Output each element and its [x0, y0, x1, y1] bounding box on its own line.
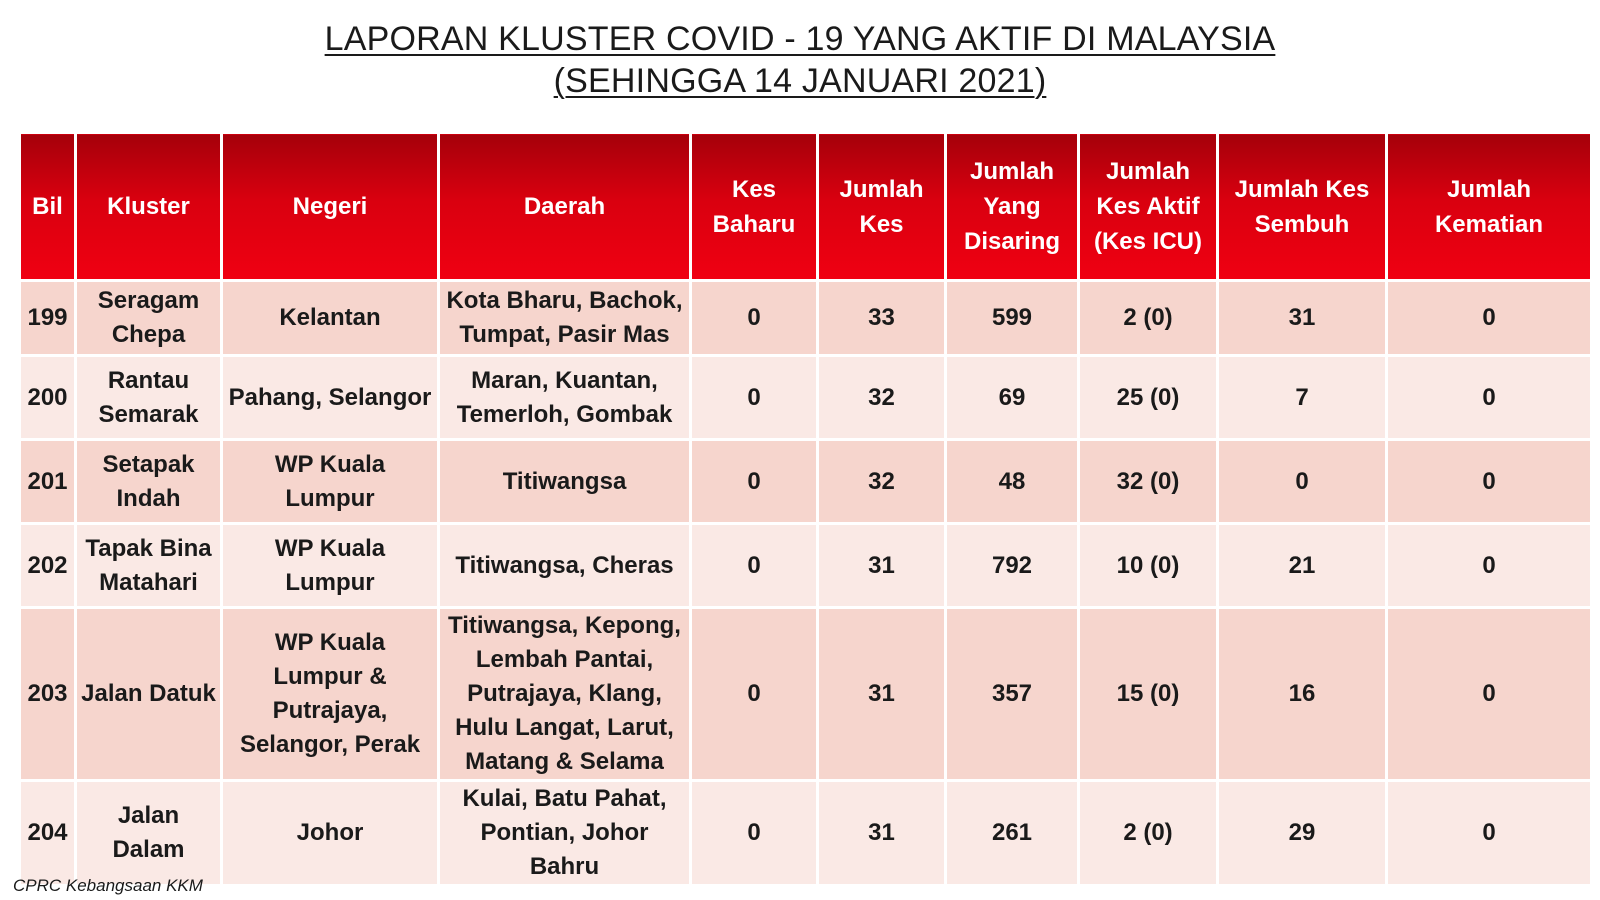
cell-kluster: Rantau Semarak — [76, 356, 222, 440]
title-line-2: (SEHINGGA 14 JANUARI 2021) — [553, 62, 1047, 100]
cell-kematian: 0 — [1387, 281, 1592, 356]
cell-kes-baharu: 0 — [691, 440, 818, 524]
cell-sembuh: 0 — [1218, 440, 1387, 524]
cell-kematian: 0 — [1387, 356, 1592, 440]
title-line-1: LAPORAN KLUSTER COVID - 19 YANG AKTIF DI MALAYSIA — [324, 20, 1276, 58]
cell-aktif: 25 (0) — [1079, 356, 1218, 440]
header-bil: Bil — [20, 133, 76, 281]
cell-sembuh: 29 — [1218, 781, 1387, 886]
cell-jumlah-kes: 31 — [818, 524, 946, 608]
header-kes-baharu: Kes Baharu — [691, 133, 818, 281]
cell-disaring: 357 — [946, 608, 1079, 781]
cell-negeri: WP Kuala Lumpur — [222, 524, 439, 608]
cell-kluster: Jalan Datuk — [76, 608, 222, 781]
cluster-table — [18, 131, 1593, 887]
table-row — [20, 281, 1592, 356]
cell-kluster: Setapak Indah — [76, 440, 222, 524]
cell-negeri: Kelantan — [222, 281, 439, 356]
cell-kluster: Jalan Dalam — [76, 781, 222, 886]
cell-daerah: Kulai, Batu Pahat, Pontian, Johor Bahru — [439, 781, 691, 886]
cell-aktif: 32 (0) — [1079, 440, 1218, 524]
table-row — [20, 781, 1592, 886]
cell-aktif: 2 (0) — [1079, 281, 1218, 356]
cell-daerah: Titiwangsa, Kepong, Lembah Pantai, Putrajaya, Klang, Hulu Langat, Larut, Matang & Selama — [439, 608, 691, 781]
table-row — [20, 524, 1592, 608]
report-title — [0, 18, 1600, 102]
header-jumlah-aktif: Jumlah Kes Aktif (Kes ICU) — [1079, 133, 1218, 281]
table-row — [20, 440, 1592, 524]
cell-sembuh: 7 — [1218, 356, 1387, 440]
cell-kematian: 0 — [1387, 524, 1592, 608]
cell-bil: 199 — [20, 281, 76, 356]
cell-aktif: 15 (0) — [1079, 608, 1218, 781]
cell-bil: 204 — [20, 781, 76, 886]
cell-bil: 203 — [20, 608, 76, 781]
cell-negeri: WP Kuala Lumpur & Putrajaya, Selangor, Perak — [222, 608, 439, 781]
cell-disaring: 792 — [946, 524, 1079, 608]
table-row — [20, 608, 1592, 781]
header-daerah: Daerah — [439, 133, 691, 281]
cell-daerah: Maran, Kuantan, Temerloh, Gombak — [439, 356, 691, 440]
cell-sembuh: 21 — [1218, 524, 1387, 608]
cell-negeri: Johor — [222, 781, 439, 886]
cell-aktif: 10 (0) — [1079, 524, 1218, 608]
cell-aktif: 2 (0) — [1079, 781, 1218, 886]
cell-kes-baharu: 0 — [691, 608, 818, 781]
table-header-row — [20, 133, 1592, 281]
cell-sembuh: 31 — [1218, 281, 1387, 356]
source-note: CPRC Kebangsaan KKM — [13, 876, 203, 895]
cell-kematian: 0 — [1387, 608, 1592, 781]
cell-jumlah-kes: 31 — [818, 781, 946, 886]
cell-sembuh: 16 — [1218, 608, 1387, 781]
cell-bil: 202 — [20, 524, 76, 608]
cell-kematian: 0 — [1387, 781, 1592, 886]
cell-jumlah-kes: 32 — [818, 440, 946, 524]
cell-disaring: 599 — [946, 281, 1079, 356]
cell-kes-baharu: 0 — [691, 781, 818, 886]
cell-kes-baharu: 0 — [691, 281, 818, 356]
cell-bil: 201 — [20, 440, 76, 524]
cell-disaring: 69 — [946, 356, 1079, 440]
cell-kes-baharu: 0 — [691, 524, 818, 608]
header-jumlah-kes: Jumlah Kes — [818, 133, 946, 281]
cell-jumlah-kes: 32 — [818, 356, 946, 440]
table-row — [20, 356, 1592, 440]
header-negeri: Negeri — [222, 133, 439, 281]
cell-daerah: Titiwangsa, Cheras — [439, 524, 691, 608]
cell-disaring: 48 — [946, 440, 1079, 524]
cell-kematian: 0 — [1387, 440, 1592, 524]
cell-kluster: Seragam Chepa — [76, 281, 222, 356]
cell-jumlah-kes: 31 — [818, 608, 946, 781]
cell-daerah: Titiwangsa — [439, 440, 691, 524]
cell-kluster: Tapak Bina Matahari — [76, 524, 222, 608]
header-jumlah-sembuh: Jumlah Kes Sembuh — [1218, 133, 1387, 281]
cell-negeri: WP Kuala Lumpur — [222, 440, 439, 524]
header-jumlah-kematian: Jumlah Kematian — [1387, 133, 1592, 281]
cell-daerah: Kota Bharu, Bachok, Tumpat, Pasir Mas — [439, 281, 691, 356]
cell-negeri: Pahang, Selangor — [222, 356, 439, 440]
header-kluster: Kluster — [76, 133, 222, 281]
cell-jumlah-kes: 33 — [818, 281, 946, 356]
cell-disaring: 261 — [946, 781, 1079, 886]
cell-kes-baharu: 0 — [691, 356, 818, 440]
header-jumlah-disaring: Jumlah Yang Disaring — [946, 133, 1079, 281]
cell-bil: 200 — [20, 356, 76, 440]
